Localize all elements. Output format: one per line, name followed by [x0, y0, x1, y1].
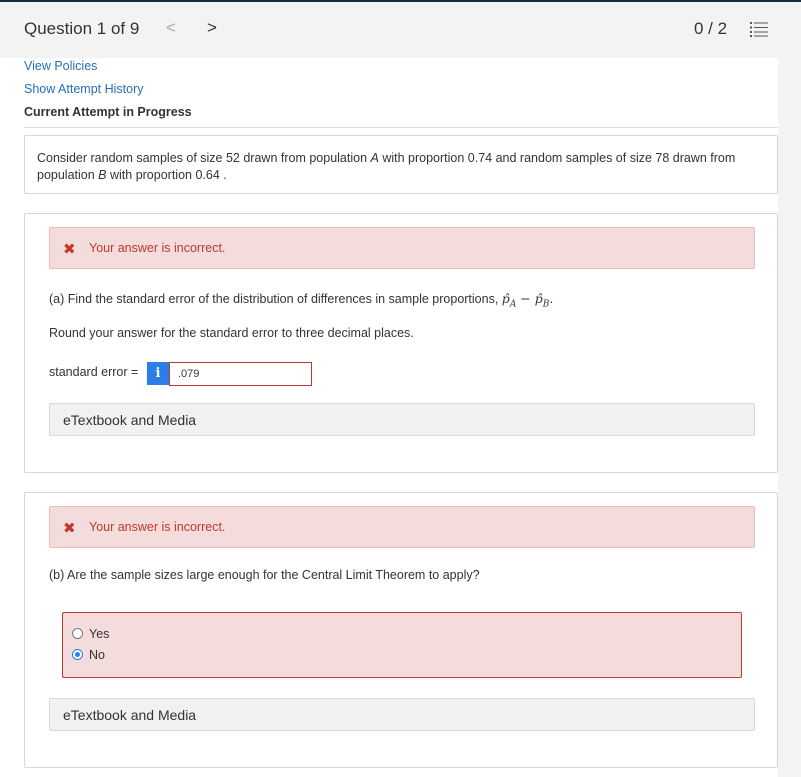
- close-icon: ✖: [63, 520, 76, 537]
- part-a-question: (a) Find the standard error of the distribution of differences in sample proportions, $p̂_A$ − $p̂_B$.: [49, 291, 554, 310]
- view-policies-link[interactable]: View Policies: [24, 59, 98, 73]
- question-counter: Question 1 of 9: [24, 19, 140, 38]
- etextbook-media-button[interactable]: [49, 403, 755, 436]
- radio-yes[interactable]: [72, 628, 83, 639]
- part-a-card: [24, 213, 778, 473]
- population-b: B: [98, 168, 107, 182]
- etextbook-label: eTextbook and Media: [63, 707, 197, 723]
- part-b-question: (b) Are the sample sizes large enough for the Central Limit Theorem to apply?: [49, 568, 480, 582]
- standard-error-label: standard error =: [49, 365, 139, 379]
- population-a: A: [370, 151, 379, 165]
- etextbook-label: eTextbook and Media: [63, 412, 197, 428]
- answer-options: [62, 612, 742, 678]
- formula: $p̂_A$ − $p̂_B$.: [501, 291, 554, 310]
- score-display: 0 / 2: [694, 19, 728, 38]
- part-b-card: [24, 492, 778, 768]
- list-icon[interactable]: [750, 21, 768, 37]
- question-header: [0, 2, 801, 58]
- radio-no[interactable]: [72, 649, 83, 660]
- divider: [24, 127, 778, 128]
- incorrect-alert: [49, 506, 755, 548]
- part-a-instruction: Round your answer for the standard error to three decimal places.: [49, 326, 414, 340]
- question-stem: Consider random samples of size 52 drawn from population A with proportion 0.74 and random samples of size 78 drawn from population B with proportion 0.64 .: [37, 151, 736, 182]
- question-stem-card: [24, 135, 778, 194]
- etextbook-media-button[interactable]: [49, 698, 755, 731]
- option-no[interactable]: No: [72, 648, 105, 662]
- attempt-status: Current Attempt in Progress: [24, 105, 192, 119]
- alert-message: Your answer is incorrect.: [89, 241, 226, 255]
- incorrect-alert: [49, 227, 755, 269]
- next-question-button[interactable]: >: [207, 18, 217, 37]
- info-icon[interactable]: i: [147, 362, 169, 385]
- option-yes[interactable]: Yes: [72, 627, 109, 641]
- previous-question-button[interactable]: <: [166, 18, 176, 37]
- show-attempt-history-link[interactable]: Show Attempt History: [24, 82, 144, 96]
- alert-message: Your answer is incorrect.: [89, 520, 226, 534]
- standard-error-input[interactable]: .079: [169, 362, 312, 386]
- close-icon: ✖: [63, 241, 76, 258]
